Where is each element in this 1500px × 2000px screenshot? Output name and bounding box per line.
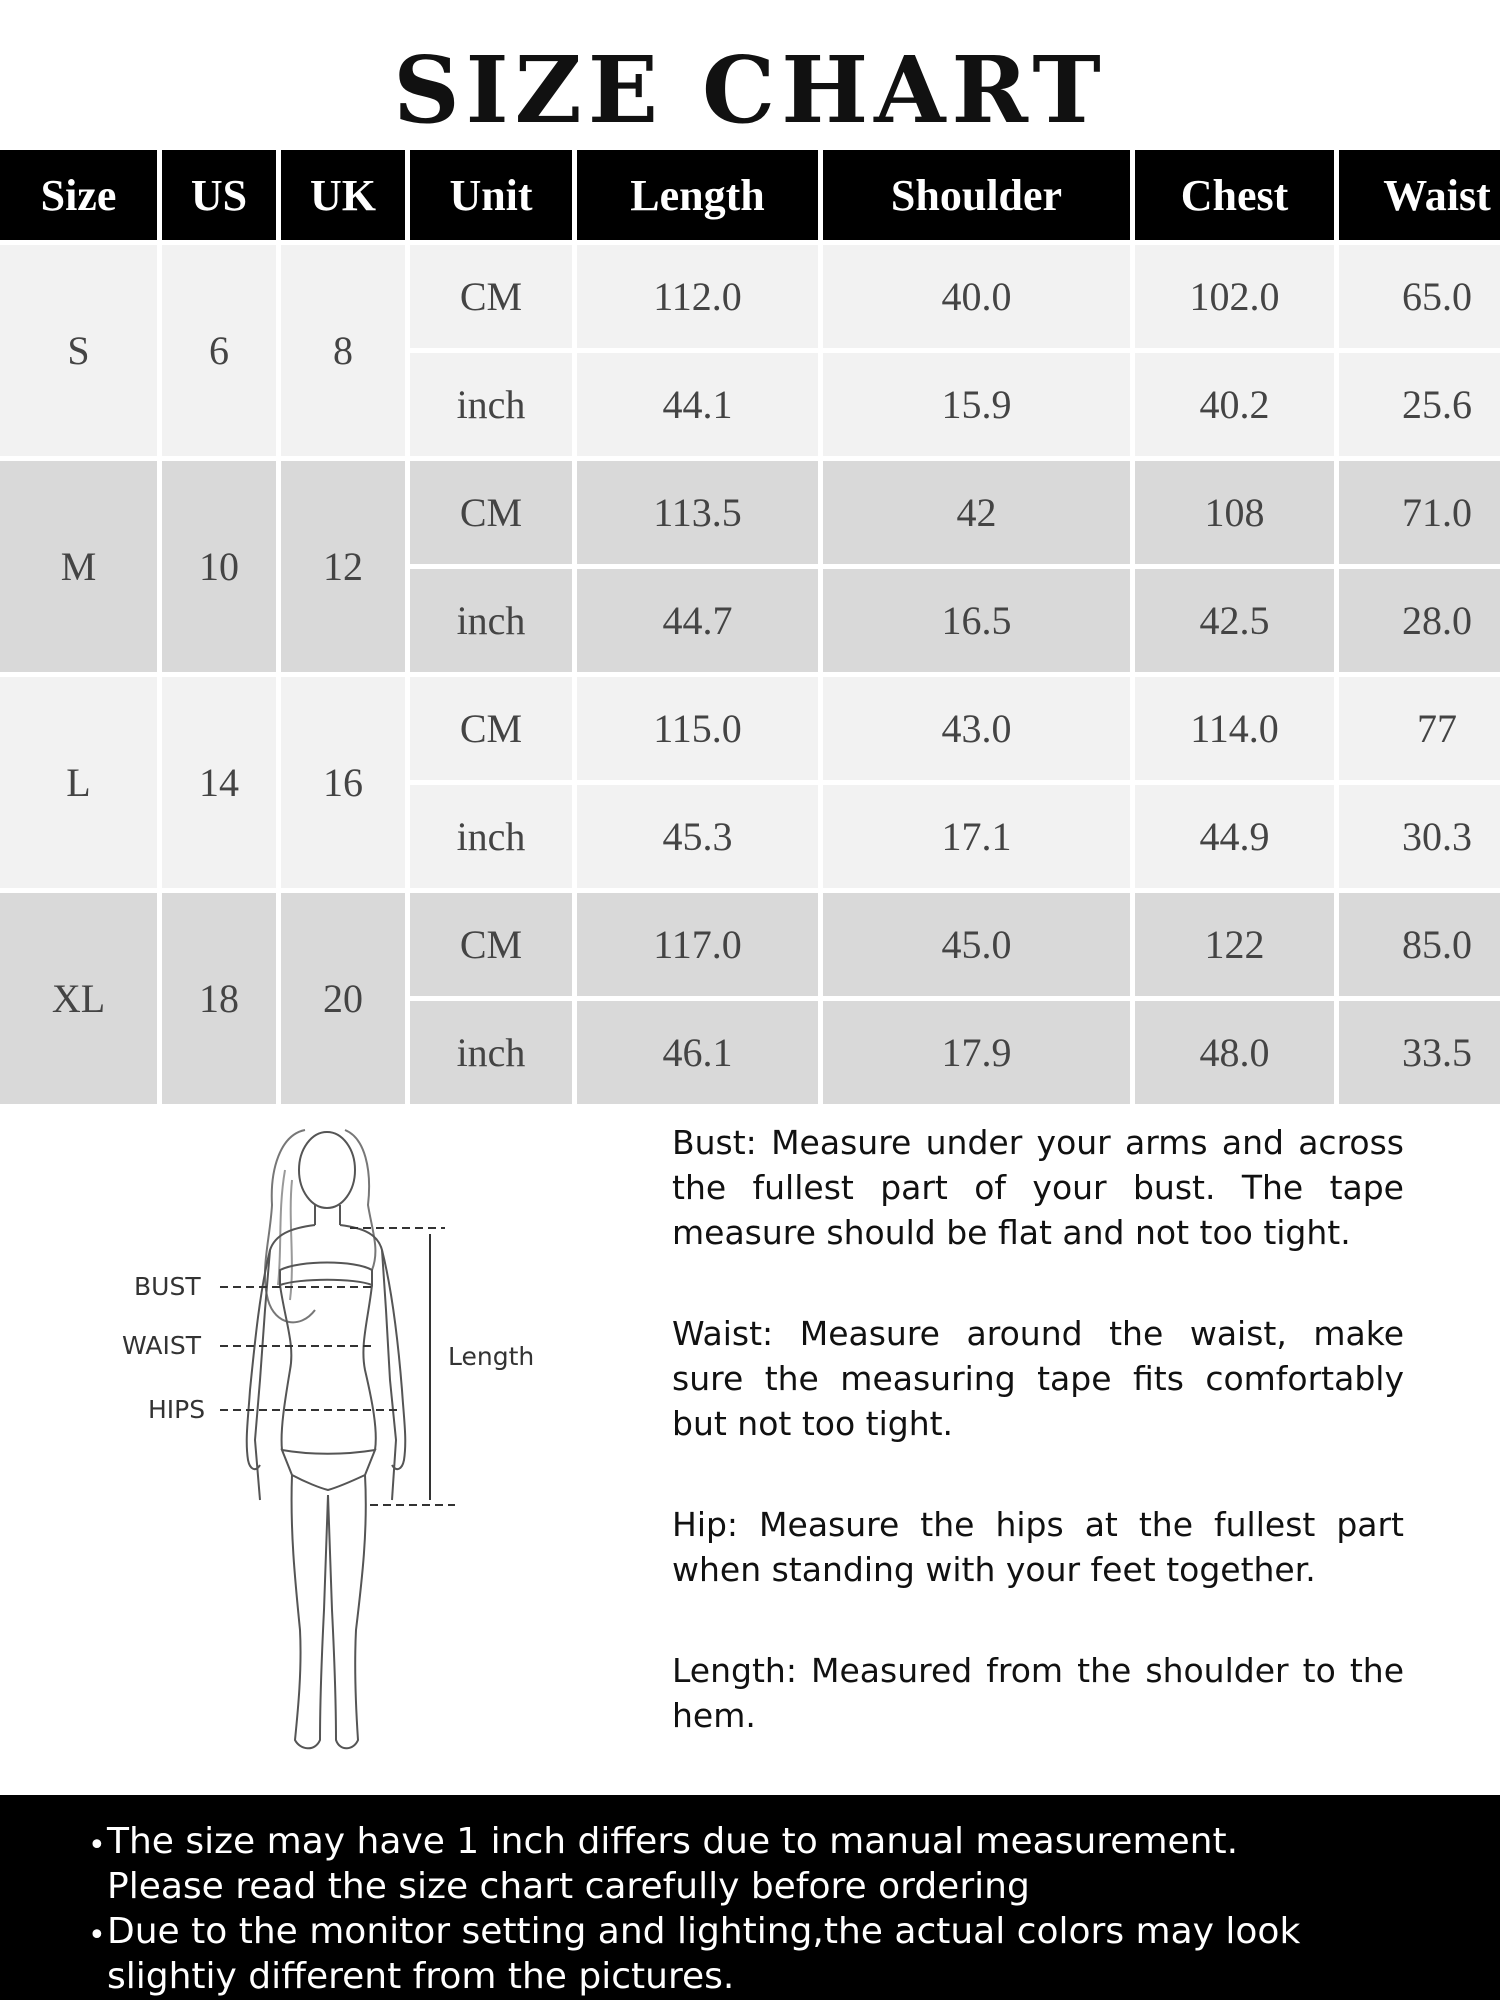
chest-cell: 42.5 — [1135, 569, 1334, 672]
size-cell: M — [0, 461, 157, 672]
header-unit: Unit — [410, 150, 572, 240]
us-cell: 18 — [162, 893, 276, 1104]
bust-instruction: Bust: Measure under your arms and across the fullest part of your bust. The tape measure should be flat and not too tight. — [672, 1123, 1404, 1252]
shoulder-cell: 42 — [823, 461, 1130, 564]
shoulder-cell: 17.9 — [823, 1001, 1130, 1104]
table-row — [0, 893, 1500, 996]
disclaimer-footer — [0, 1795, 1500, 2000]
header-uk: UK — [281, 150, 405, 240]
table-header-row — [0, 150, 1500, 240]
shoulder-cell: 16.5 — [823, 569, 1130, 672]
body-silhouette-icon — [110, 1110, 580, 1770]
disclaimer-line-1: The size may have 1 inch differs due to manual measurement. — [107, 1821, 1239, 1862]
length-cell: 46.1 — [577, 1001, 818, 1104]
chest-cell: 122 — [1135, 893, 1334, 996]
bust-label: BUST — [134, 1272, 201, 1301]
disclaimer-line-3: Due to the monitor setting and lighting,the actual colors may look — [107, 1911, 1301, 1952]
us-cell: 14 — [162, 677, 276, 888]
shoulder-cell: 43.0 — [823, 677, 1130, 780]
table-row — [0, 245, 1500, 348]
chest-cell: 40.2 — [1135, 353, 1334, 456]
us-cell: 6 — [162, 245, 276, 456]
length-cell: 117.0 — [577, 893, 818, 996]
body-measurement-figure — [110, 1110, 580, 1770]
length-cell: 44.1 — [577, 353, 818, 456]
unit-cell: inch — [410, 785, 572, 888]
uk-cell: 16 — [281, 677, 405, 888]
waist-cell: 30.3 — [1339, 785, 1500, 888]
length-cell: 115.0 — [577, 677, 818, 780]
header-waist: Waist — [1339, 150, 1500, 240]
disclaimer-line-2: Please read the size chart carefully before ordering — [107, 1866, 1030, 1907]
size-cell: L — [0, 677, 157, 888]
size-cell: S — [0, 245, 157, 456]
unit-cell: inch — [410, 569, 572, 672]
us-cell: 10 — [162, 461, 276, 672]
shoulder-cell: 40.0 — [823, 245, 1130, 348]
length-cell: 113.5 — [577, 461, 818, 564]
unit-cell: CM — [410, 677, 572, 780]
chest-cell: 108 — [1135, 461, 1334, 564]
unit-cell: CM — [410, 893, 572, 996]
waist-cell: 85.0 — [1339, 893, 1500, 996]
shoulder-cell: 45.0 — [823, 893, 1130, 996]
unit-cell: inch — [410, 1001, 572, 1104]
waist-cell: 71.0 — [1339, 461, 1500, 564]
page-title: SIZE CHART — [393, 36, 1107, 144]
bullet-icon: • — [88, 1828, 106, 1863]
table-row — [0, 461, 1500, 564]
header-shoulder: Shoulder — [823, 150, 1130, 240]
uk-cell: 20 — [281, 893, 405, 1104]
unit-cell: CM — [410, 245, 572, 348]
shoulder-cell: 17.1 — [823, 785, 1130, 888]
waist-cell: 33.5 — [1339, 1001, 1500, 1104]
length-cell: 45.3 — [577, 785, 818, 888]
length-cell: 112.0 — [577, 245, 818, 348]
waist-cell: 65.0 — [1339, 245, 1500, 348]
header-us: US — [162, 150, 276, 240]
waist-cell: 77 — [1339, 677, 1500, 780]
uk-cell: 12 — [281, 461, 405, 672]
waist-cell: 28.0 — [1339, 569, 1500, 672]
disclaimer-line-4: slightiy different from the pictures. — [107, 1956, 735, 1997]
chest-cell: 44.9 — [1135, 785, 1334, 888]
chest-cell: 48.0 — [1135, 1001, 1334, 1104]
chest-cell: 102.0 — [1135, 245, 1334, 348]
header-size: Size — [0, 150, 157, 240]
bullet-icon: • — [88, 1918, 106, 1953]
waist-instruction: Waist: Measure around the waist, make sure the measuring tape fits comfortably but not too tight. — [672, 1314, 1404, 1443]
chest-cell: 114.0 — [1135, 677, 1334, 780]
header-length: Length — [577, 150, 818, 240]
table-row — [0, 677, 1500, 780]
length-cell: 44.7 — [577, 569, 818, 672]
hip-instruction: Hip: Measure the hips at the fullest part when standing with your feet together. — [672, 1505, 1404, 1589]
measurement-instructions — [672, 1120, 1404, 1794]
length-instruction: Length: Measured from the shoulder to the hem. — [672, 1651, 1404, 1735]
unit-cell: inch — [410, 353, 572, 456]
size-cell: XL — [0, 893, 157, 1104]
length-label: Length — [448, 1342, 535, 1371]
waist-cell: 25.6 — [1339, 353, 1500, 456]
uk-cell: 8 — [281, 245, 405, 456]
unit-cell: CM — [410, 461, 572, 564]
size-table — [0, 145, 1500, 1109]
shoulder-cell: 15.9 — [823, 353, 1130, 456]
hips-label: HIPS — [148, 1395, 206, 1424]
header-chest: Chest — [1135, 150, 1334, 240]
waist-label: WAIST — [122, 1331, 201, 1360]
